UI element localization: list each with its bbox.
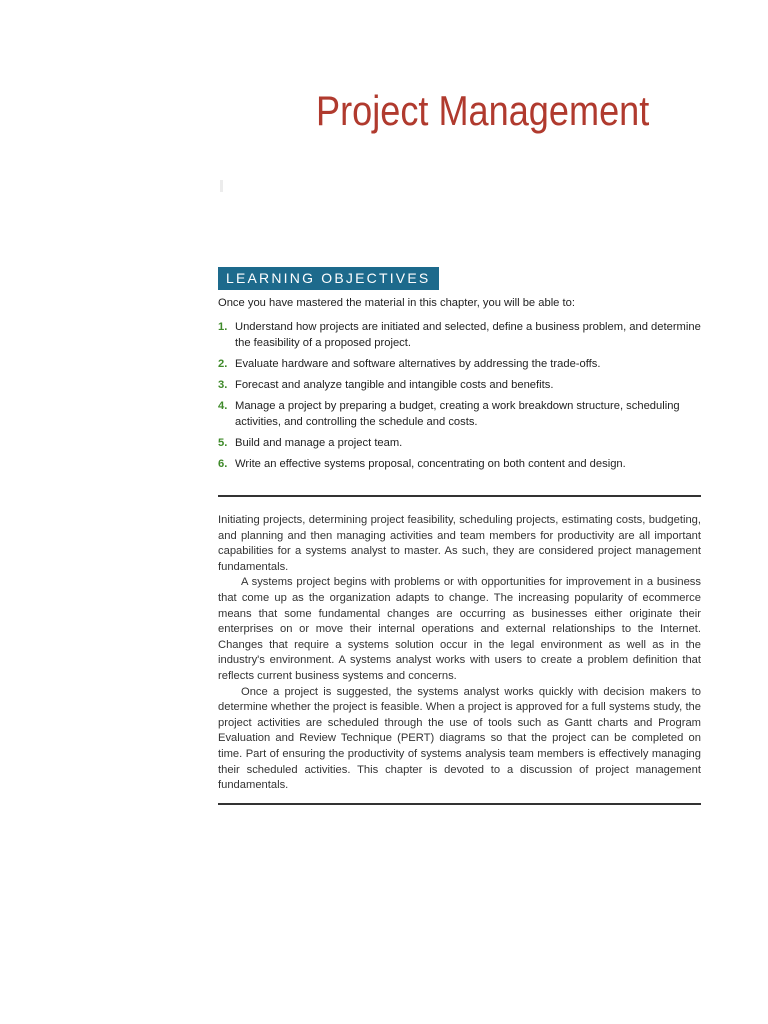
chapter-introduction	[218, 513, 701, 794]
objective-item	[218, 398, 704, 430]
objective-item	[218, 377, 704, 393]
section-divider-top	[218, 495, 701, 497]
objective-number: 2.	[218, 358, 228, 370]
objective-number: 3.	[218, 379, 228, 391]
objective-text: Write an effective systems proposal, concentrating on both content and design.	[235, 458, 626, 470]
intro-paragraph: A systems project begins with problems or with opportunities for improvement in a business that come up as the organization adapts to change. The increasing popularity of ecommerce means that some fundamental changes are occurring as businesses either originate their enterprises on or move their internal operations and external relationships to the Internet. Changes that require a systems solution occur in the legal environment as well as in the industry's environment. A systems analyst works with users to create a problem definition that reflects current business systems and concerns.	[218, 576, 701, 682]
objective-number: 4.	[218, 400, 228, 412]
page-mark	[220, 180, 223, 192]
objective-text: Manage a project by preparing a budget, creating a work breakdown structure, scheduling activities, and controlling the schedule and costs.	[235, 400, 680, 428]
intro-paragraph: Initiating projects, determining project feasibility, scheduling projects, estimating costs, budgeting, and planning and then managing activities and team members for productivity are all important capabilities for a systems analyst to master. As such, they are considered project management fundamentals.	[218, 514, 701, 573]
objective-item	[218, 456, 704, 472]
objective-text: Forecast and analyze tangible and intangible costs and benefits.	[235, 379, 554, 391]
objective-number: 5.	[218, 437, 228, 449]
objective-number: 6.	[218, 458, 228, 470]
learning-objectives-intro: Once you have mastered the material in this chapter, you will be able to:	[218, 297, 575, 309]
intro-paragraph: Once a project is suggested, the systems analyst works quickly with decision makers to determine whether the project is feasible. When a project is approved for a full systems study, the project activities are scheduled through the use of tools such as Gantt charts and Program Evaluation and Review Technique (PERT) diagrams so that the project can be completed on time. Part of ensuring the productivity of systems analysis team members is effectively managing their scheduled activities. This chapter is devoted to a discussion of project management fundamentals.	[218, 685, 701, 792]
objective-text: Build and manage a project team.	[235, 437, 403, 449]
objective-item	[218, 319, 704, 351]
objectives-list	[218, 319, 704, 477]
chapter-title: Project Management	[316, 87, 650, 134]
objective-item	[218, 435, 704, 451]
objective-item	[218, 356, 704, 372]
objective-number: 1.	[218, 321, 228, 333]
objective-text: Evaluate hardware and software alternatives by addressing the trade-offs.	[235, 358, 601, 370]
section-divider-bottom	[218, 803, 701, 805]
objective-text: Understand how projects are initiated and selected, define a business problem, and determine the feasibility of a proposed project.	[235, 321, 701, 349]
learning-objectives-header: LEARNING OBJECTIVES	[218, 267, 439, 290]
